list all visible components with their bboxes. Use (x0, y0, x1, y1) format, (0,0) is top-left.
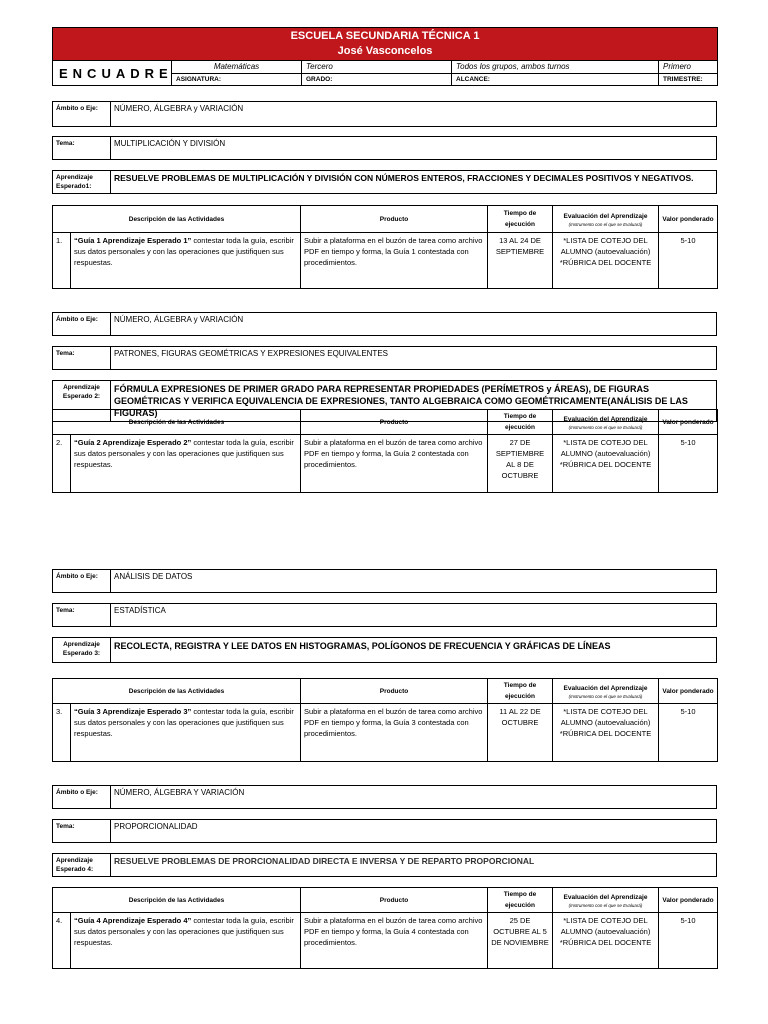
aprendizaje-row-1 (52, 170, 717, 194)
row-number: 4. (53, 913, 71, 969)
col-producto-header: Producto (301, 888, 488, 913)
activity-product: Subir a plataforma en el buzón de tarea como archivo PDF en tiempo y forma, la Guía 3 contestada con procedimientos. (301, 704, 488, 762)
guide-instructions: contestar toda la guía, escribir sus datos personales y con las operaciones que justifiquen sus respuestas. (74, 438, 294, 469)
ambito-row-3 (52, 569, 717, 593)
grade-value: Tercero (302, 61, 452, 74)
ambito-row-2 (52, 312, 717, 336)
activity-table-2 (52, 409, 718, 493)
activity-description (71, 435, 301, 493)
guide-title: “Guía 2 Aprendizaje Esperado 2” (74, 438, 192, 447)
activity-table-1 (52, 205, 718, 289)
activity-table-3 (52, 678, 718, 762)
col-valor-header: Valor ponderado (659, 410, 718, 435)
aprendizaje-value: RECOLECTA, REGISTRA Y LEE DATOS EN HISTOGRAMAS, POLÍGONOS DE FRECUENCIA Y GRÁFICAS DE LÍNEAS (111, 638, 717, 663)
table-row (53, 913, 718, 969)
ambito-label: Ámbito o Eje: (53, 786, 111, 809)
tema-value: MULTIPLICACIÓN Y DIVISIÓN (111, 137, 717, 160)
row-number: 3. (53, 704, 71, 762)
activity-product: Subir a plataforma en el buzón de tarea como archivo PDF en tiempo y forma, la Guía 2 contestada con procedimientos. (301, 435, 488, 493)
activity-value: 5-10 (659, 913, 718, 969)
col-eval-subtitle: (Instrumento con el que se Evaluará) (568, 424, 643, 430)
tema-label: Tema: (53, 137, 111, 160)
ambito-label: Ámbito o Eje: (53, 313, 111, 336)
col-valor-header: Valor ponderado (659, 206, 718, 233)
row-number: 1. (53, 233, 71, 289)
activity-time: 25 DE OCTUBRE AL 5 DE NOVIEMBRE (488, 913, 553, 969)
aprendizaje-row-3 (52, 637, 717, 663)
col-valor-header: Valor ponderado (659, 888, 718, 913)
ambito-value: ANÁLISIS DE DATOS (111, 570, 717, 593)
school-title (53, 28, 718, 61)
ambito-value: NÚMERO, ÁLGEBRA y VARIACIÓN (111, 102, 717, 127)
ambito-label: Ámbito o Eje: (53, 102, 111, 127)
subject-value: Matemáticas (172, 61, 302, 74)
scope-value: Todos los grupos, ambos turnos (452, 61, 659, 74)
col-eval-subtitle: (Instrumento con el que se Evaluará) (568, 693, 643, 699)
col-eval-header (553, 410, 659, 435)
row-number: 2. (53, 435, 71, 493)
aprendizaje-label: Aprendizaje Esperado1: (53, 171, 111, 194)
col-desc-header: Descripción de las Actividades (53, 888, 301, 913)
tema-row-3 (52, 603, 717, 627)
guide-title: “Guía 1 Aprendizaje Esperado 1” (74, 236, 192, 245)
term-value: Primero (659, 61, 718, 74)
col-tiempo-header: Tiempo de ejecución (488, 679, 553, 704)
activity-description (71, 704, 301, 762)
table-row (53, 704, 718, 762)
col-tiempo-header: Tiempo de ejecución (488, 410, 553, 435)
guide-instructions: contestar toda la guía, escribir sus datos personales y con las operaciones que justifiquen sus respuestas. (74, 236, 294, 267)
tema-label: Tema: (53, 347, 111, 370)
subject-label: ASIGNATURA: (172, 74, 302, 86)
col-eval-title: Evaluación del Aprendizaje (563, 212, 648, 220)
col-desc-header: Descripción de las Actividades (53, 410, 301, 435)
school-name: ESCUELA SECUNDARIA TÉCNICA 1 (290, 30, 480, 42)
activity-value: 5-10 (659, 233, 718, 289)
guide-title: “Guía 4 Aprendizaje Esperado 4” (74, 916, 192, 925)
ambito-value: NÚMERO, ÁLGEBRA y VARIACIÓN (111, 313, 717, 336)
col-tiempo-header: Tiempo de ejecución (488, 206, 553, 233)
activity-value: 5-10 (659, 435, 718, 493)
activity-time: 13 AL 24 DE SEPTIEMBRE (488, 233, 553, 289)
col-tiempo-header: Tiempo de ejecución (488, 888, 553, 913)
header-table (52, 27, 718, 86)
grade-label: GRADO: (302, 74, 452, 86)
aprendizaje-value: RESUELVE PROBLEMAS DE MULTIPLICACIÓN Y DIVISIÓN CON NÚMEROS ENTEROS, FRACCIONES Y DECIMALES POSITIVOS Y NEGATIVOS. (111, 171, 717, 194)
guide-title: “Guía 3 Aprendizaje Esperado 3” (74, 707, 192, 716)
tema-row-4 (52, 819, 717, 843)
tema-value: PATRONES, FIGURAS GEOMÉTRICAS Y EXPRESIONES EQUIVALENTES (111, 347, 717, 370)
aprendizaje-label: Aprendizaje Esperado 3: (53, 638, 111, 663)
col-producto-header: Producto (301, 410, 488, 435)
col-valor-header: Valor ponderado (659, 679, 718, 704)
aprendizaje-row-4 (52, 853, 717, 877)
aprendizaje-label: Aprendizaje Esperado 4: (53, 854, 111, 877)
col-eval-header (553, 206, 659, 233)
guide-instructions: contestar toda la guía, escribir sus datos personales y con las operaciones que justifiquen sus respuestas. (74, 916, 294, 947)
tema-row-2 (52, 346, 717, 370)
col-eval-title: Evaluación del Aprendizaje (563, 893, 648, 901)
col-eval-subtitle: (Instrumento con el que se Evaluará) (568, 902, 643, 908)
col-eval-subtitle: (Instrumento con el que se Evaluará) (568, 221, 643, 227)
tema-label: Tema: (53, 604, 111, 627)
col-desc-header: Descripción de las Actividades (53, 206, 301, 233)
aprendizaje-label: Aprendizaje Esperado 2: (53, 381, 111, 422)
activity-evaluation: *LISTA DE COTEJO DEL ALUMNO (autoevaluación) *RÚBRICA DEL DOCENTE (553, 233, 659, 289)
col-eval-header (553, 888, 659, 913)
ambito-row-4 (52, 785, 717, 809)
guide-instructions: contestar toda la guía, escribir sus datos personales y con las operaciones que justifiquen sus respuestas. (74, 707, 294, 738)
aprendizaje-value: FÓRMULA EXPRESIONES DE PRIMER GRADO PARA REPRESENTAR PROPIEDADES (PERÍMETROS y ÁREAS), DE FIGURAS GEOMÉTRICAS Y VERIFICA EQUIVALENCIA DE EXPRESIONES, TANTO ALGEBRAICA COMO GEOMÉTRICAMENTE(ANÁLISIS DE LAS FIGURAS) (111, 381, 717, 422)
tema-row-1 (52, 136, 717, 160)
col-eval-title: Evaluación del Aprendizaje (563, 415, 648, 423)
ambito-value: NÚMERO, ÁLGEBRA Y VARIACIÓN (111, 786, 717, 809)
term-label: TRIMESTRE: (659, 74, 718, 86)
col-eval-title: Evaluación del Aprendizaje (563, 684, 648, 692)
ambito-row-1 (52, 101, 717, 127)
activity-time: 27 DE SEPTIEMBRE AL 8 DE OCTUBRE (488, 435, 553, 493)
col-eval-header (553, 679, 659, 704)
activity-description (71, 913, 301, 969)
tema-value: PROPORCIONALIDAD (111, 820, 717, 843)
activity-table-4 (52, 887, 718, 969)
activity-product: Subir a plataforma en el buzón de tarea como archivo PDF en tiempo y forma, la Guía 1 contestada con procedimientos. (301, 233, 488, 289)
activity-evaluation: *LISTA DE COTEJO DEL ALUMNO (autoevaluación) *RÚBRICA DEL DOCENTE (553, 913, 659, 969)
tema-value: ESTADÍSTICA (111, 604, 717, 627)
activity-evaluation: *LISTA DE COTEJO DEL ALUMNO (autoevaluación) *RÚBRICA DEL DOCENTE (553, 704, 659, 762)
encuadre-label: ENCUADRE (53, 61, 172, 86)
ambito-label: Ámbito o Eje: (53, 570, 111, 593)
table-row (53, 435, 718, 493)
table-row (53, 233, 718, 289)
activity-value: 5-10 (659, 704, 718, 762)
activity-evaluation: *LISTA DE COTEJO DEL ALUMNO (autoevaluación) *RÚBRICA DEL DOCENTE (553, 435, 659, 493)
activity-time: 11 AL 22 DE OCTUBRE (488, 704, 553, 762)
col-desc-header: Descripción de las Actividades (53, 679, 301, 704)
school-subname: José Vasconcelos (337, 45, 433, 57)
tema-label: Tema: (53, 820, 111, 843)
activity-product: Subir a plataforma en el buzón de tarea como archivo PDF en tiempo y forma, la Guía 4 contestada con procedimientos. (301, 913, 488, 969)
aprendizaje-value: RESUELVE PROBLEMAS DE PRORCIONALIDAD DIRECTA E INVERSA Y DE REPARTO PROPORCIONAL (111, 854, 717, 877)
col-producto-header: Producto (301, 679, 488, 704)
col-producto-header: Producto (301, 206, 488, 233)
activity-description (71, 233, 301, 289)
scope-label: ALCANCE: (452, 74, 659, 86)
